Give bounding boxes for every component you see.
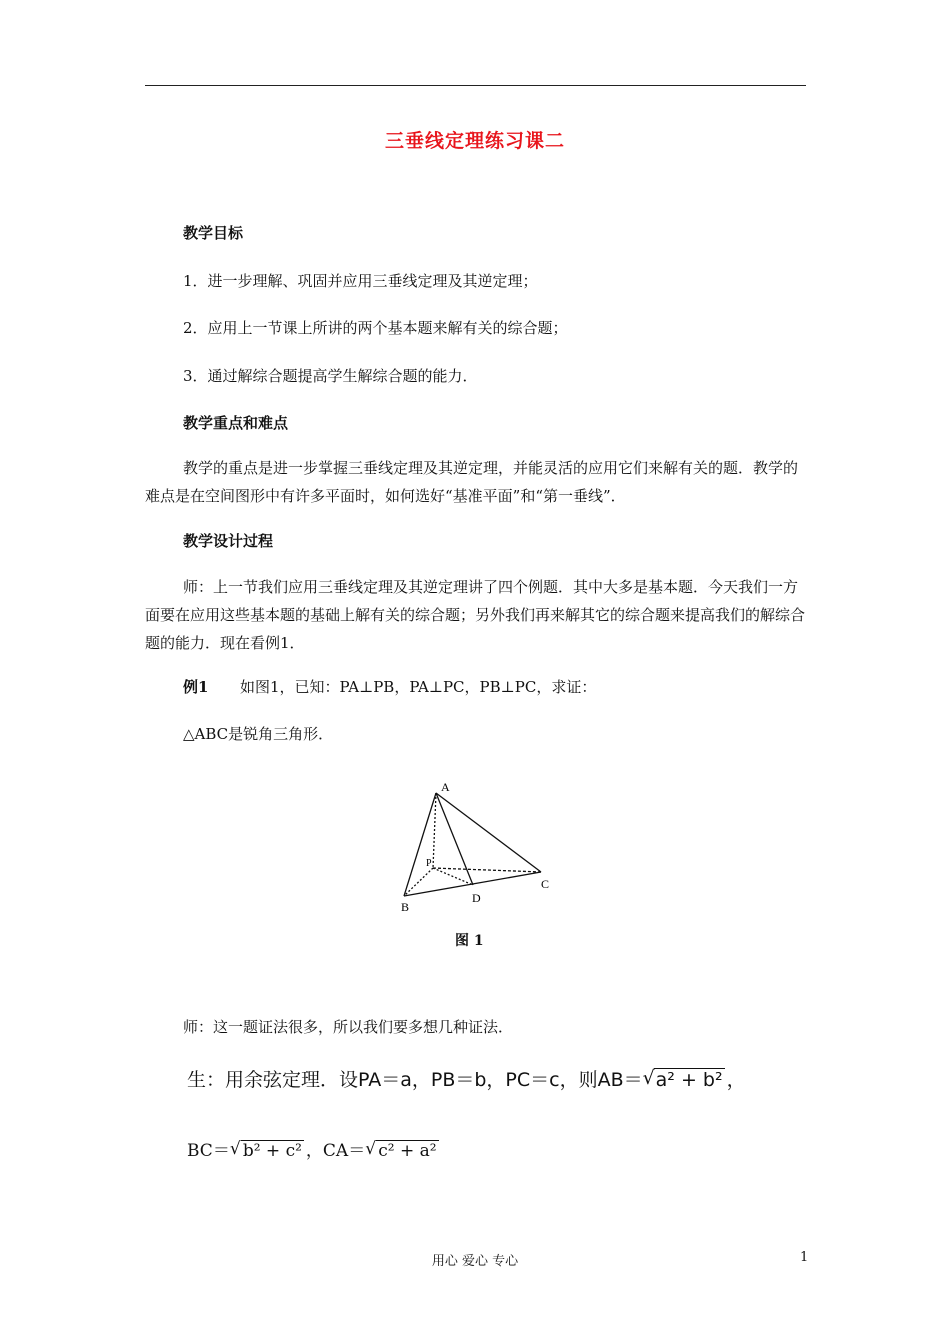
student-answer (187, 1065, 746, 1092)
process-heading: 教学设计过程 (183, 532, 274, 550)
ca-prefix: ，CA＝ (305, 1141, 366, 1161)
label-p: P (426, 858, 432, 869)
bc-prefix: BC＝ (187, 1141, 230, 1161)
label-c: C (541, 877, 550, 891)
teacher-note: 师：这一题证法很多，所以我们要多想几种证法． (183, 1018, 514, 1036)
label-a: A (441, 780, 450, 794)
example-label: 例1 (183, 678, 209, 696)
example-claim: △ABC是锐角三角形． (183, 725, 334, 743)
ab-radicand: a² + b² (655, 1069, 723, 1091)
student-prefix: 生：用余弦定理．设PA＝a，PB＝b，PC＝c，则AB＝ (187, 1069, 643, 1091)
page-number: 1 (800, 1250, 809, 1265)
key-heading: 教学重点和难点 (183, 414, 289, 432)
bc-radicand: b² + c² (242, 1141, 302, 1161)
goal-item-1: 1．进一步理解、巩固并应用三垂线定理及其逆定理； (183, 272, 538, 290)
sqrt-ca: √ c² + a² (365, 1139, 437, 1161)
example-line (183, 676, 596, 697)
key-paragraph: 教学的重点是进一步掌握三垂线定理及其逆定理，并能灵活的应用它们来解有关的题．教学的难点是在空间图形中有许多平面时，如何选好“基准平面”和“第一垂线”． (145, 459, 799, 505)
footer-motto: 用心 爱心 专心 (431, 1254, 519, 1269)
formula-line (187, 1136, 441, 1161)
page-title: 三垂线定理练习课二 (384, 130, 565, 152)
example-text: 如图1，已知：PA⊥PB，PA⊥PC，PB⊥PC，求证： (240, 678, 597, 696)
figure-caption: 图 1 (455, 933, 484, 949)
goal-item-2: 2．应用上一节课上所讲的两个基本题来解有关的综合题； (183, 319, 568, 337)
header-rule (145, 85, 806, 86)
tetrahedron-diagram (395, 775, 565, 920)
label-d: D (472, 891, 481, 905)
edge-ap (433, 793, 436, 868)
process-paragraph: 师：上一节我们应用三垂线定理及其逆定理讲了四个例题．其中大多是基本题．今天我们一方面要在应用这些基本题的基础上解有关的综合题；另外我们再来解其它的综合题来提高我们的解综合题的能力．现在看例1． (145, 578, 806, 652)
edge-pc (433, 868, 541, 872)
label-b: B (401, 900, 410, 914)
ca-radicand: c² + a² (378, 1141, 437, 1161)
student-suffix: ， (726, 1069, 746, 1091)
sqrt-bc: √ b² + c² (229, 1139, 302, 1161)
goal-item-3: 3．通过解综合题提高学生解综合题的能力． (183, 367, 478, 385)
goals-heading: 教学目标 (183, 224, 244, 242)
sqrt-ab: √ a² + b² (642, 1067, 723, 1091)
edge-ab (404, 793, 436, 896)
figure-1 (395, 775, 565, 924)
